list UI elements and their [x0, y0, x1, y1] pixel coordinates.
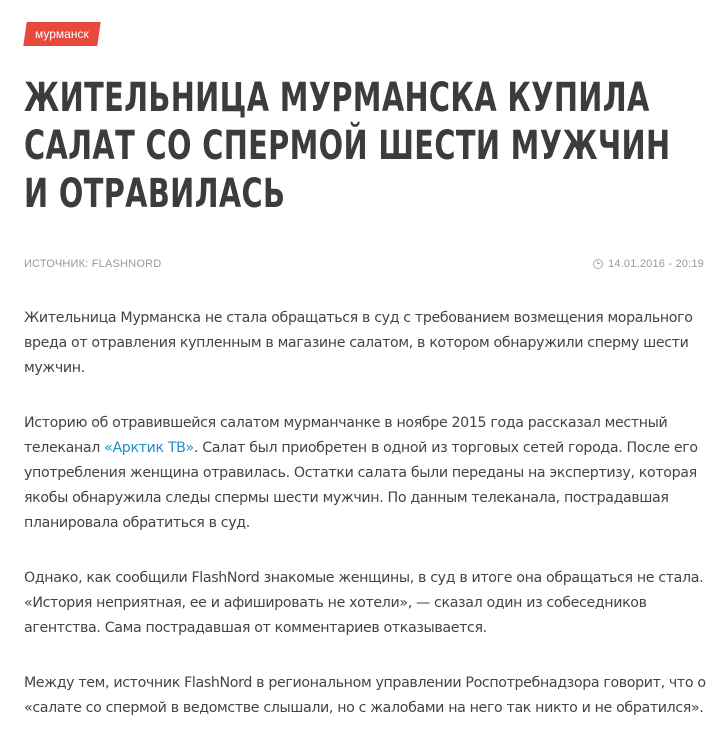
article-body [24, 306, 708, 751]
paragraph-2-text-a: Историю об отравившейся салатом мурманчанке в ноябре 2015 года рассказал местный телеканал [24, 415, 668, 456]
category-tag[interactable] [23, 22, 100, 46]
paragraph-3: Однако, как сообщили FlashNord знакомые женщины, в суд в итоге она обращаться не стала. «История неприятная, ее и афишировать не хотели», — сказал один из собеседников агентства. Сама пострадавшая от комментариев отказывается. [24, 570, 704, 636]
arktik-tv-link[interactable]: «Арктик ТВ» [104, 440, 194, 456]
paragraph-2-text-b: . Салат был приобретен в одной из торговых сетей города. После его употребления женщина отравилась. Остатки салата были переданы на экспертизу, которая якобы обнаружила следы спермы шести мужчин. По данным телеканала, пострадавшая планировала обратиться в суд. [24, 440, 698, 531]
source-label: ИСТОЧНИК: FLASHNORD [24, 258, 162, 270]
date-text: 14.01.2016 - 20:19 [608, 258, 704, 270]
publish-date [593, 258, 704, 270]
clock-icon [593, 259, 603, 269]
paragraph-2 [24, 411, 708, 536]
article-title: ЖИТЕЛЬНИЦА МУРМАНСКА КУПИЛА САЛАТ СО СПЕРМОЙ ШЕСТИ МУЖЧИН И ОТРАВИЛАСЬ [24, 75, 671, 217]
category-label: мурманск [35, 27, 89, 41]
paragraph-4: Между тем, источник FlashNord в региональном управлении Роспотребнадзора говорит, что о «салате со спермой в ведомстве слышали, но с жалобами на него так никто и не обратился». [24, 675, 706, 716]
paragraph-1: Жительница Мурманска не стала обращаться в суд с требованием возмещения морального вреда от отравления купленным в магазине салатом, в котором обнаружили сперму шести мужчин. [24, 310, 693, 376]
article-meta [24, 258, 704, 270]
